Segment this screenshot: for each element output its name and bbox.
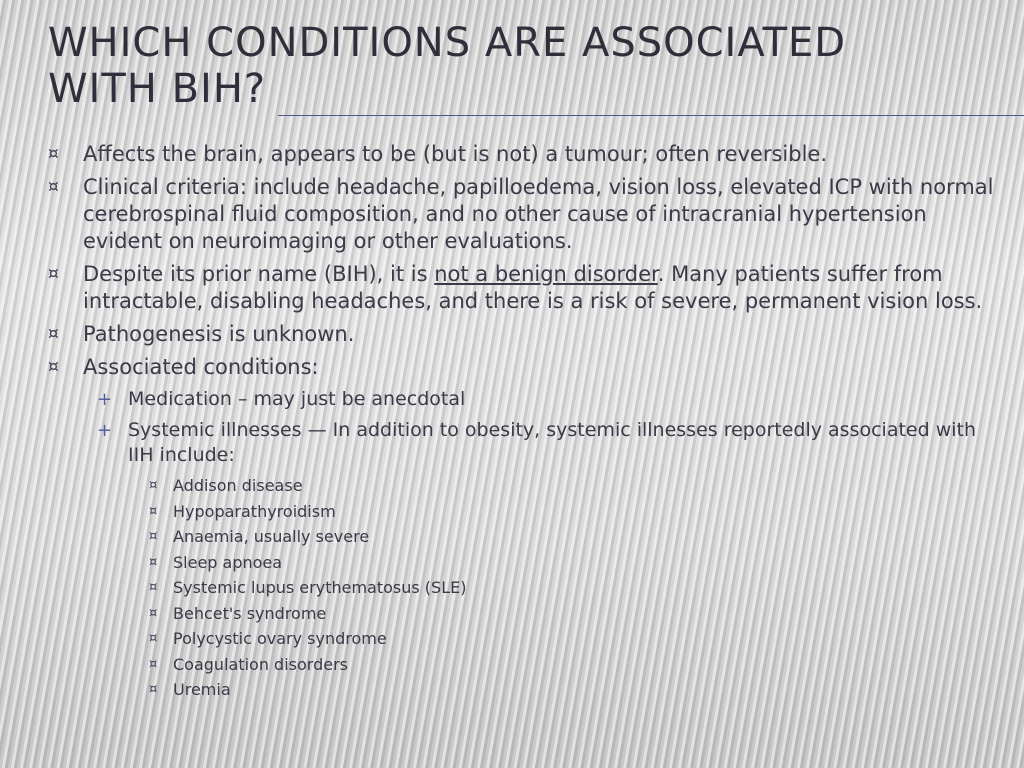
sub-bullet-item <box>83 387 1006 412</box>
condition-text: Systemic lupus erythematosus (SLE) <box>173 578 467 597</box>
x-mark-icon: ¤ <box>48 357 59 377</box>
condition-item <box>128 476 1006 496</box>
bullet-list <box>46 141 1006 700</box>
slide-title: WHICH CONDITIONS ARE ASSOCIATED WITH BIH? <box>48 20 847 112</box>
sub-bullet-list <box>83 387 1006 700</box>
condition-text: Coagulation disorders <box>173 654 348 674</box>
x-mark-icon: ¤ <box>48 177 59 197</box>
condition-item <box>128 578 1006 598</box>
x-mark-icon: ¤ <box>48 264 59 284</box>
condition-item <box>128 553 1006 573</box>
condition-text: Sleep apnoea <box>173 552 283 572</box>
x-mark-icon: ¤ <box>149 478 158 493</box>
condition-text: Addison disease <box>173 476 303 495</box>
x-mark-icon: ¤ <box>149 529 158 544</box>
title-divider <box>278 115 1024 116</box>
x-mark-icon: ¤ <box>149 554 158 570</box>
condition-item <box>128 604 1006 624</box>
x-mark-icon: ¤ <box>149 580 158 595</box>
bullet-text: Pathogenesis is unknown. <box>83 322 355 346</box>
bullet-text-part: Despite its prior name (BIH), it is <box>83 262 435 286</box>
condition-text: Anaemia, usually severe <box>173 527 370 546</box>
x-mark-icon: ¤ <box>48 144 59 164</box>
condition-item <box>128 680 1006 700</box>
bullet-item <box>46 321 1006 348</box>
bullet-text: Clinical criteria: include headache, papilloedema, vision loss, elevated ICP with normal cerebrospinal fluid composition, and no other cause of intracranial hypertension evident on neuroimaging or other evaluations. <box>83 175 994 253</box>
x-mark-icon: ¤ <box>48 324 59 344</box>
bullet-item <box>46 174 1006 255</box>
condition-item <box>128 502 1006 522</box>
x-mark-icon: ¤ <box>149 503 158 519</box>
plus-icon: + <box>97 389 113 410</box>
condition-text: Behcet's syndrome <box>173 603 327 623</box>
bullet-text-part: . Many patients suffer from intractable, disabling headaches, and there is a risk of severe, permanent vision loss. <box>83 262 983 313</box>
condition-text: Polycystic ovary syndrome <box>173 629 387 648</box>
sub-bullet-text: Medication – may just be anecdotal <box>128 388 466 410</box>
sub-bullet-text: Systemic illnesses — In addition to obesity, systemic illnesses reportedly associated with IIH include: <box>128 419 977 466</box>
sub-bullet-item <box>83 418 1006 700</box>
bullet-text: Affects the brain, appears to be (but is not) a tumour; often reversible. <box>83 142 828 166</box>
bullet-text: Associated conditions: <box>83 355 319 379</box>
x-mark-icon: ¤ <box>149 605 158 621</box>
conditions-list <box>128 476 1006 700</box>
slide-content <box>46 141 1006 706</box>
condition-text: Uremia <box>173 680 231 699</box>
condition-item <box>128 629 1006 649</box>
condition-item <box>128 655 1006 675</box>
plus-icon: + <box>97 420 113 441</box>
bullet-item <box>46 261 1006 315</box>
condition-text: Hypoparathyroidism <box>173 501 336 521</box>
condition-item <box>128 527 1006 547</box>
bullet-item <box>46 141 1006 168</box>
x-mark-icon: ¤ <box>149 682 158 697</box>
bullet-item <box>46 354 1006 700</box>
underlined-emphasis: not a benign disorder <box>434 262 658 286</box>
x-mark-icon: ¤ <box>149 631 158 646</box>
x-mark-icon: ¤ <box>149 656 158 672</box>
